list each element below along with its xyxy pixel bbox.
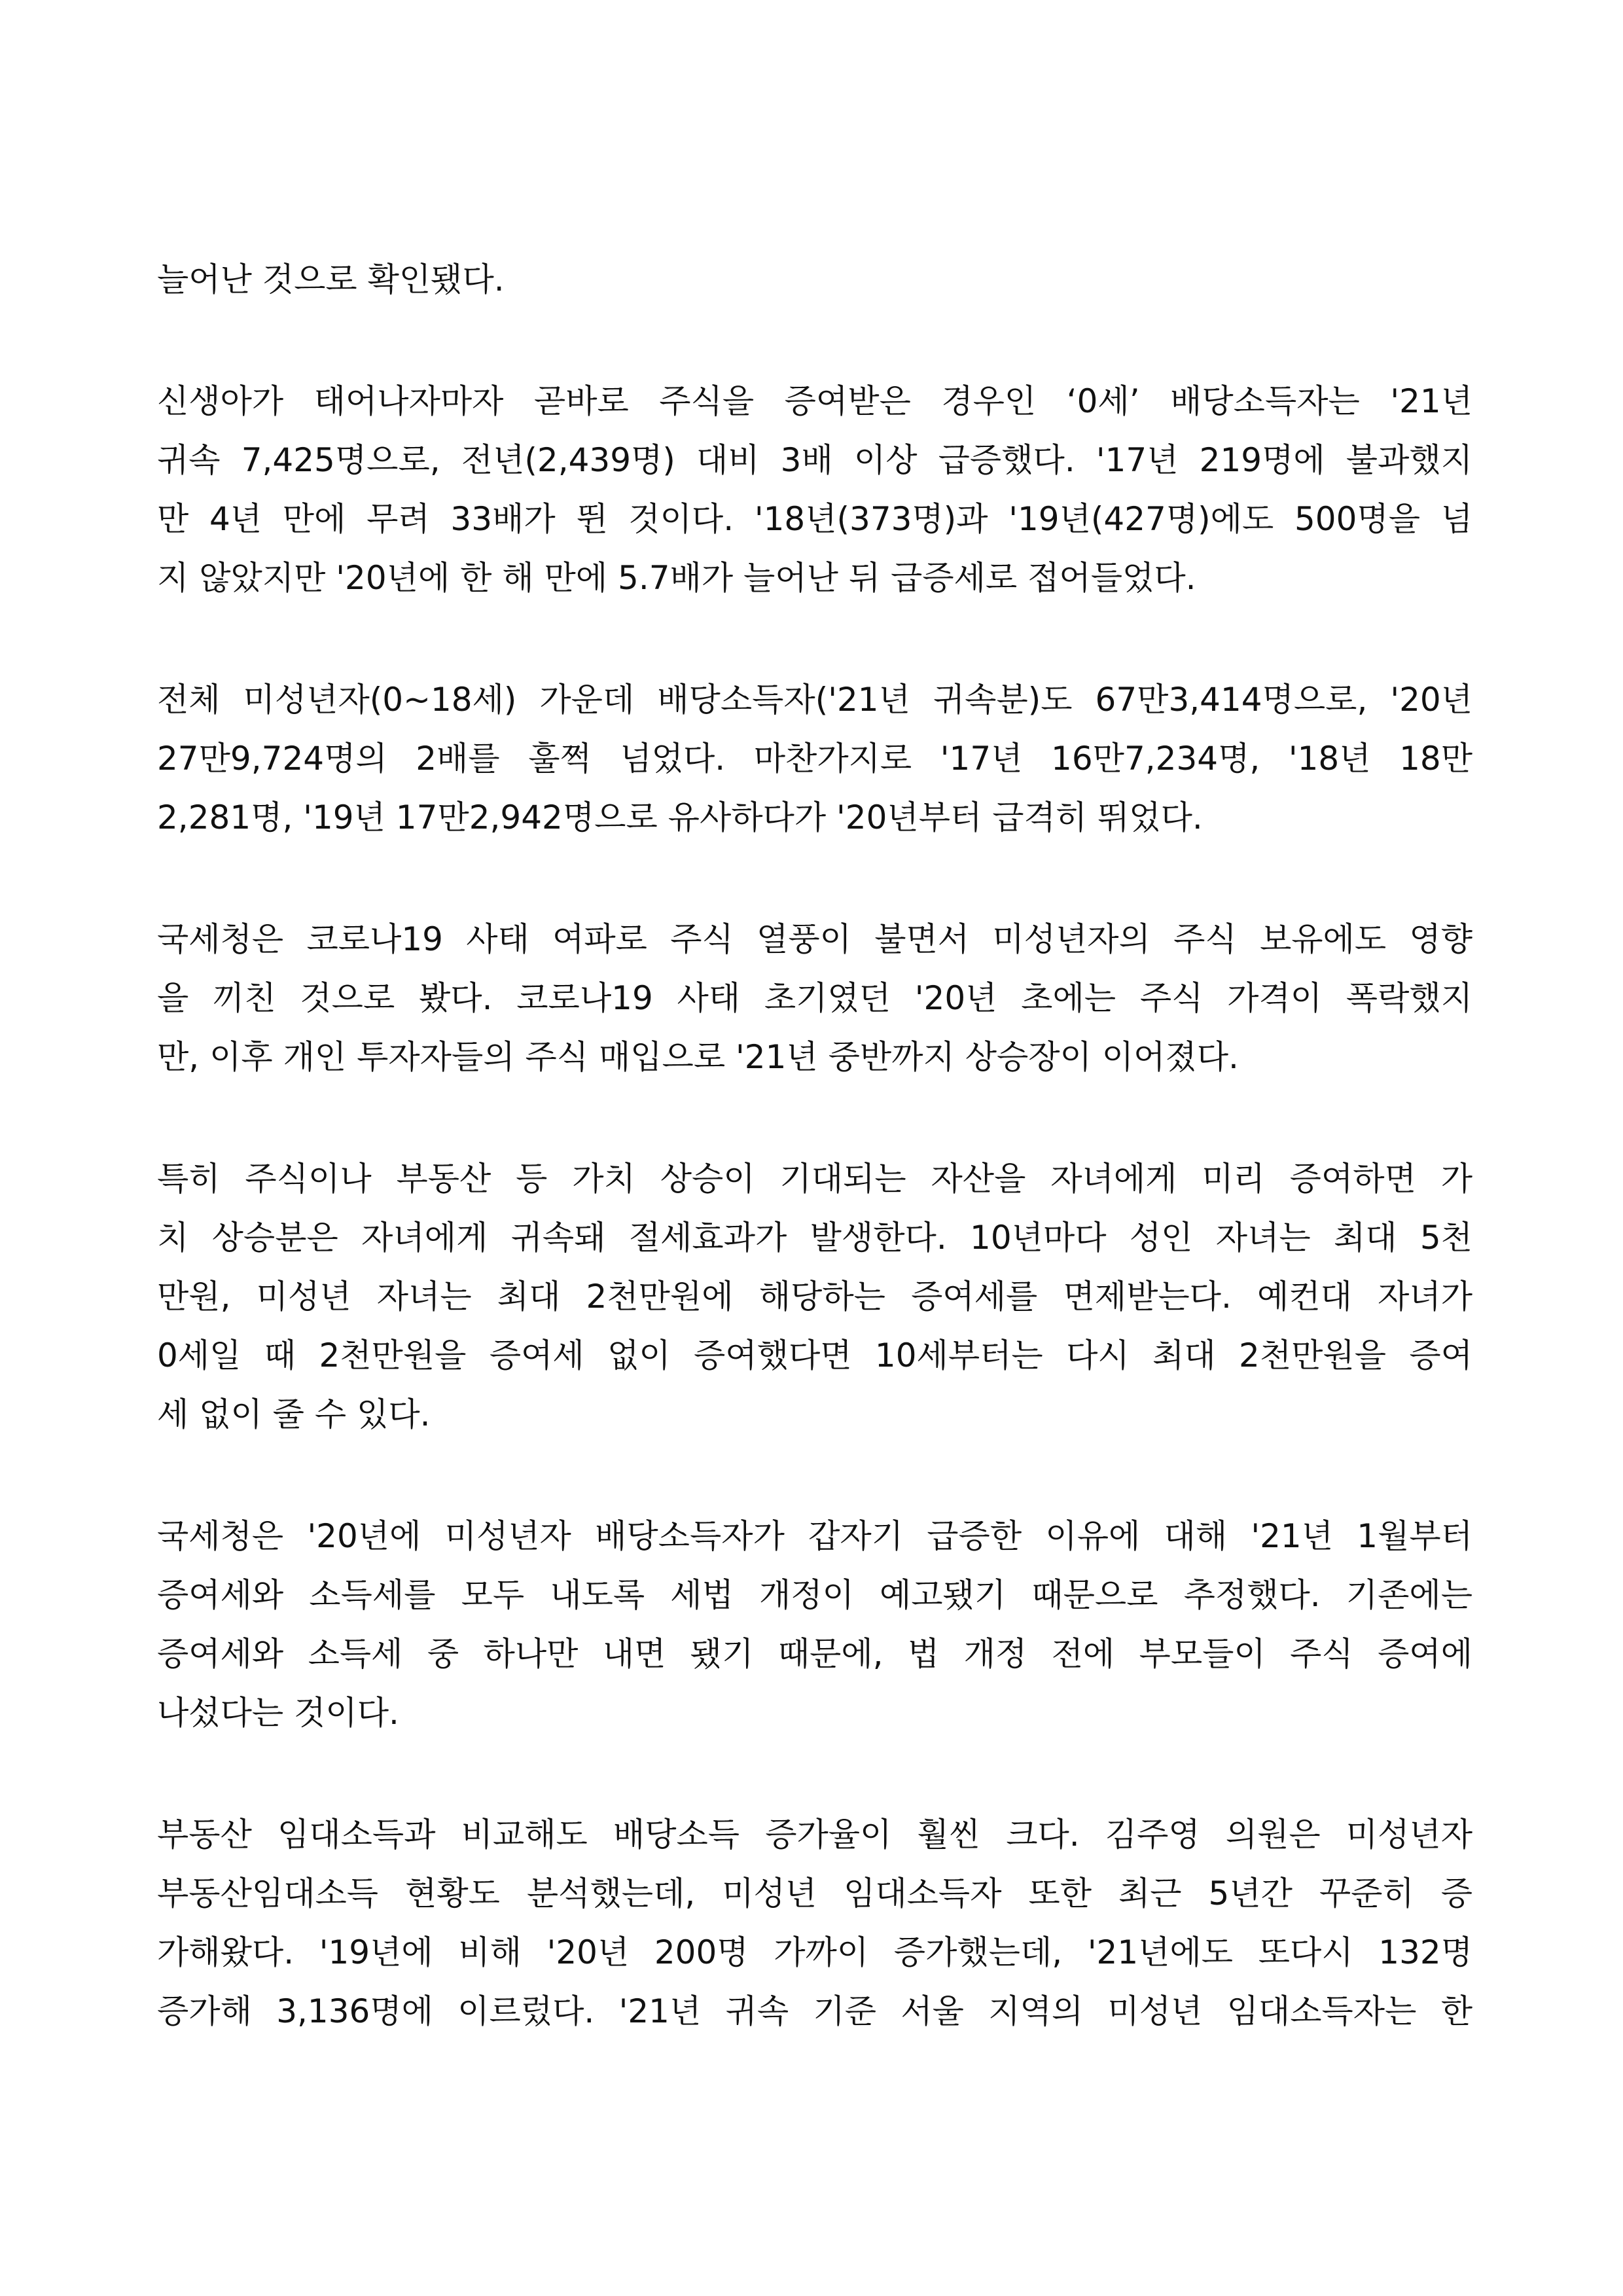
- paragraph: [157, 910, 1472, 1086]
- text-line: 부동산 임대소득과 비교해도 배당소득 증가율이 훨씬 크다. 김주영 의원은 미성년자: [157, 1816, 1472, 1854]
- text-line: 세 없이 줄 수 있다.: [157, 1395, 431, 1433]
- text-line: 0세일 때 2천만원을 증여세 없이 증여했다면 10세부터는 다시 최대 2천만원을 증여: [157, 1336, 1472, 1374]
- text-line: 부동산임대소득 현황도 분석했는데, 미성년 임대소득자 또한 최근 5년간 꾸준히 증: [157, 1874, 1472, 1912]
- text-line: 증여세와 소득세를 모두 내도록 세법 개정이 예고됐기 때문으로 추정했다. 기존에는: [157, 1576, 1472, 1614]
- text-line: 증여세와 소득세 중 하나만 내면 됐기 때문에, 법 개정 전에 부모들이 주식 증여에: [157, 1635, 1472, 1673]
- text-line: 가해왔다. '19년에 비해 '20년 200명 가까이 증가했는데, '21년에도 또다시 132명: [157, 1933, 1472, 1971]
- text-line: 전체 미성년자(0~18세) 가운데 배당소득자('21년 귀속분)도 67만3,414명으로, '20년: [157, 681, 1472, 719]
- text-line: 만원, 미성년 자녀는 최대 2천만원에 해당하는 증여세를 면제받는다. 예컨대 자녀가: [157, 1278, 1472, 1316]
- text-line: 귀속 7,425명으로, 전년(2,439명) 대비 3배 이상 급증했다. '17년 219명에 불과했지: [157, 441, 1472, 479]
- text-line: 국세청은 코로나19 사태 여파로 주식 열풍이 불면서 미성년자의 주식 보유에도 영향: [157, 920, 1472, 958]
- text-line: 신생아가 태어나자마자 곧바로 주식을 증여받은 경우인 ‘0세’ 배당소득자는 '21년: [157, 382, 1472, 420]
- text-line: 만, 이후 개인 투자자들의 주식 매입으로 '21년 중반까지 상승장이 이어졌다.: [157, 1038, 1239, 1076]
- text-line: 나섰다는 것이다.: [157, 1694, 399, 1732]
- text-line: 2,281명, '19년 17만2,942명으로 유사하다가 '20년부터 급격히 뛰었다.: [157, 798, 1203, 836]
- text-line: 특히 주식이나 부동산 등 가치 상승이 기대되는 자산을 자녀에게 미리 증여하면 가: [157, 1160, 1472, 1198]
- text-line: 을 끼친 것으로 봤다. 코로나19 사태 초기였던 '20년 초에는 주식 가격이 폭락했지: [157, 979, 1472, 1017]
- text-line: 증가해 3,136명에 이르렀다. '21년 귀속 기준 서울 지역의 미성년 임대소득자는 한: [157, 1992, 1472, 2030]
- paragraph: [157, 372, 1472, 607]
- text-line: 국세청은 '20년에 미성년자 배당소득자가 갑자기 급증한 이유에 대해 '21년 1월부터: [157, 1517, 1472, 1555]
- paragraph: [157, 1507, 1472, 1742]
- paragraph: [157, 1805, 1472, 2041]
- text-line: 27만9,724명의 2배를 훌쩍 넘었다. 마찬가지로 '17년 16만7,234명, '18년 18만: [157, 740, 1472, 778]
- article-body: [157, 250, 1472, 2104]
- paragraph: [157, 1149, 1472, 1444]
- paragraph: [157, 250, 1472, 309]
- text-line: 치 상승분은 자녀에게 귀속돼 절세효과가 발생한다. 10년마다 성인 자녀는 최대 5천: [157, 1219, 1472, 1257]
- paragraph: [157, 670, 1472, 847]
- text-line: 지 않았지만 '20년에 한 해 만에 5.7배가 늘어난 뒤 급증세로 접어들었다.: [157, 559, 1196, 597]
- text-line: 만 4년 만에 무려 33배가 뛴 것이다. '18년(373명)과 '19년(427명)에도 500명을 넘: [157, 500, 1472, 538]
- text-line: 늘어난 것으로 확인됐다.: [157, 260, 505, 298]
